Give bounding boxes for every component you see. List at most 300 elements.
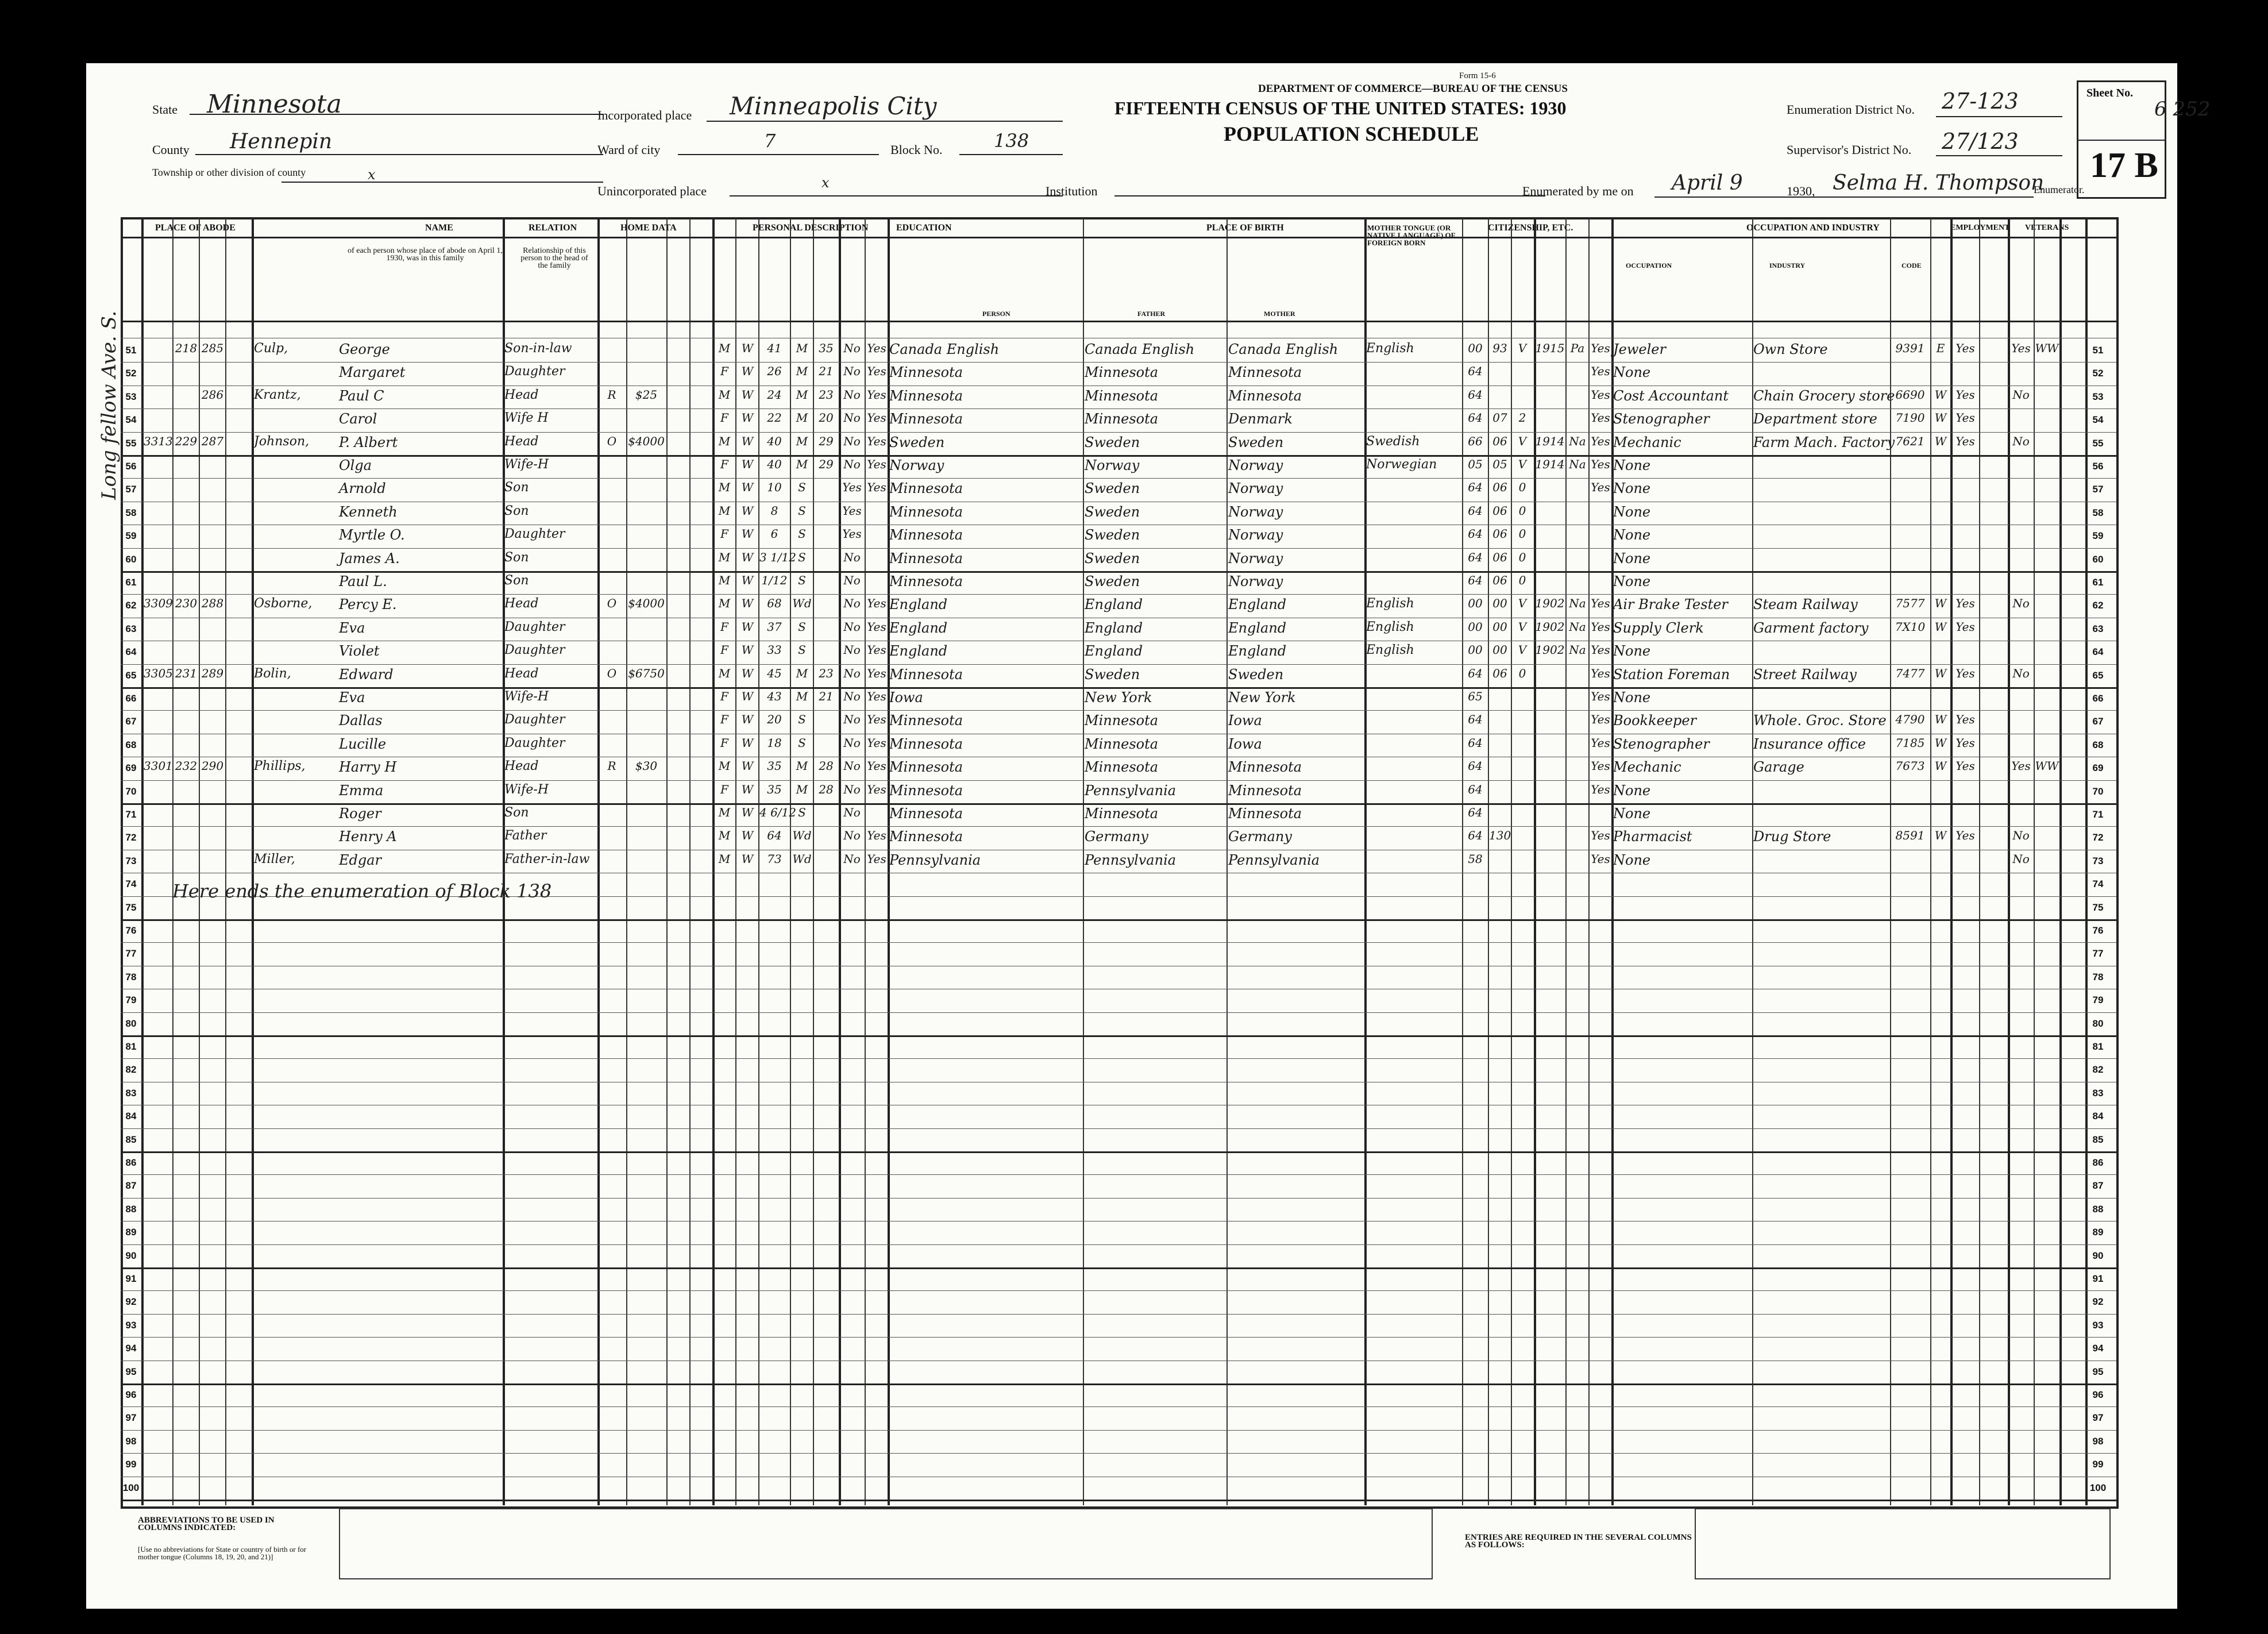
cell-birth: Canada English xyxy=(889,341,1000,357)
cell-family: 287 xyxy=(201,434,224,448)
cell-tongue: Swedish xyxy=(1366,434,1420,449)
row-number: 73 xyxy=(125,855,137,866)
cell-english: Yes xyxy=(1591,341,1610,355)
cell-occ-code: 4790 xyxy=(1895,712,1925,727)
row-number: 79 xyxy=(125,995,137,1006)
row-number: 60 xyxy=(2092,553,2104,565)
row-number: 71 xyxy=(2092,809,2104,820)
cell-code-b: 130 xyxy=(1489,828,1511,843)
cell-age: 26 xyxy=(767,364,782,379)
cell-code-c: 0 xyxy=(1518,527,1526,541)
cell-mother: Iowa xyxy=(1228,735,1262,752)
cell-birth: Iowa xyxy=(889,689,923,706)
cell-code-a: 64 xyxy=(1468,735,1483,750)
cell-mother: Denmark xyxy=(1228,411,1293,427)
cell-occupation: None xyxy=(1613,480,1651,497)
cell-code-a: 64 xyxy=(1468,480,1483,495)
cell-sex: M xyxy=(718,434,731,448)
cell-school: No xyxy=(843,782,861,796)
cell-relation: Head xyxy=(504,387,539,402)
cell-read: Yes xyxy=(867,759,886,773)
cell-vet: No xyxy=(2012,666,2030,680)
cell-english: Yes xyxy=(1591,666,1610,680)
cell-industry: Chain Grocery store xyxy=(1753,387,1895,404)
cell-tongue: English xyxy=(1366,596,1414,611)
cell-school: No xyxy=(843,341,861,355)
cell-surname: Johnson, xyxy=(254,434,310,449)
county-value: Hennepin xyxy=(230,130,333,153)
cell-birth: Minnesota xyxy=(889,364,963,381)
group-citizenship: CITIZENSHIP, ETC. xyxy=(1488,223,1573,233)
row-number: 56 xyxy=(125,461,137,472)
cell-race: W xyxy=(741,828,754,843)
group-relation: RELATION xyxy=(529,223,577,233)
cell-race: W xyxy=(741,689,754,703)
cell-relation: Son xyxy=(504,806,529,820)
unincorporated-label: Unincorporated place xyxy=(597,184,707,198)
cell-code-a: 64 xyxy=(1468,527,1483,541)
cell-marital: M xyxy=(796,759,808,773)
cell-code-b: 00 xyxy=(1492,643,1507,657)
census-sheet xyxy=(86,63,2211,1609)
cell-sex: M xyxy=(718,596,731,611)
row-number: 59 xyxy=(125,530,137,542)
row-number: 75 xyxy=(125,901,137,913)
row-number: 84 xyxy=(2092,1111,2104,1122)
row-number: 99 xyxy=(2092,1459,2104,1470)
cell-value: $30 xyxy=(635,759,658,773)
cell-code-c: 0 xyxy=(1518,550,1526,564)
end-note: Here ends the enumeration of Block 138 xyxy=(172,880,552,902)
cell-father: Sweden xyxy=(1085,434,1140,450)
cell-code-b: 06 xyxy=(1492,434,1507,448)
cell-class: W xyxy=(1934,434,1947,448)
row-number: 86 xyxy=(2092,1157,2104,1168)
cell-school: No xyxy=(843,411,861,425)
row-number: 51 xyxy=(2092,345,2104,356)
incorporated-label: Incorporated place xyxy=(597,108,692,122)
cell-dwelling: 229 xyxy=(175,434,198,448)
cell-birth: England xyxy=(889,619,948,636)
cell-given: Percy E. xyxy=(339,596,397,613)
cell-class: W xyxy=(1934,759,1947,773)
cell-code-a: 64 xyxy=(1468,759,1483,773)
cell-code-a: 00 xyxy=(1468,596,1483,611)
row-number: 52 xyxy=(125,368,137,379)
cell-code-b: 05 xyxy=(1492,457,1507,471)
cell-race: W xyxy=(741,666,754,680)
cell-nat: Na xyxy=(1569,457,1586,471)
cell-first-marriage: 20 xyxy=(819,411,834,425)
cell-occ-code: 7X10 xyxy=(1895,619,1926,634)
cell-occ-code: 7190 xyxy=(1895,411,1925,425)
unincorporated-value: x xyxy=(821,175,830,191)
row-number: 60 xyxy=(125,553,137,565)
cell-father: Minnesota xyxy=(1085,387,1159,404)
enumerator-name: Selma H. Thompson xyxy=(1833,171,2045,195)
cell-surname: Phillips, xyxy=(254,759,306,774)
row-number: 99 xyxy=(125,1459,137,1470)
cell-sex: F xyxy=(720,457,728,471)
cell-race: W xyxy=(741,457,754,471)
cell-relation: Head xyxy=(504,596,539,611)
abbrev-legend-box xyxy=(339,1508,1433,1579)
row-number: 80 xyxy=(2092,1018,2104,1029)
cell-father: England xyxy=(1085,619,1143,636)
row-number: 97 xyxy=(2092,1412,2104,1424)
row-number: 97 xyxy=(125,1412,137,1424)
county-label: County xyxy=(152,142,190,157)
cell-code-a: 64 xyxy=(1468,411,1483,425)
cell-age: 33 xyxy=(767,643,782,657)
cell-given: Dallas xyxy=(339,712,383,729)
cell-code-b: 06 xyxy=(1492,503,1507,518)
birth-person-header: PERSON xyxy=(982,310,1010,318)
cell-birth: Minnesota xyxy=(889,806,963,822)
cell-first-marriage: 23 xyxy=(819,666,834,680)
cell-sex: F xyxy=(720,619,728,634)
cell-vet: Yes xyxy=(2011,341,2031,355)
row-number: 53 xyxy=(125,391,137,402)
cell-vet: No xyxy=(2012,434,2030,448)
cell-code-b: 93 xyxy=(1492,341,1507,355)
cell-father: Sweden xyxy=(1085,503,1140,520)
cell-industry: Drug Store xyxy=(1753,828,1831,845)
cell-given: Violet xyxy=(339,643,380,660)
cell-class: W xyxy=(1934,387,1947,402)
cell-class: E xyxy=(1936,341,1945,355)
cell-birth: Norway xyxy=(889,457,944,473)
cell-read: Yes xyxy=(867,643,886,657)
cell-school: No xyxy=(843,387,861,402)
cell-relation: Daughter xyxy=(504,735,565,750)
cell-sex: F xyxy=(720,643,728,657)
cell-first-marriage: 29 xyxy=(819,457,834,471)
cell-mother: England xyxy=(1228,619,1287,636)
cell-vet: No xyxy=(2012,596,2030,611)
form-number: Form 15-6 xyxy=(1459,71,1496,80)
cell-english: Yes xyxy=(1591,364,1610,379)
abbrev-note: [Use no abbreviations for State or country of birth or for mother tongue (Columns 18, 19, 20, and 21)] xyxy=(138,1545,307,1561)
cell-code-a: 64 xyxy=(1468,503,1483,518)
cell-code-c: 0 xyxy=(1518,666,1526,680)
cell-occupation: Bookkeeper xyxy=(1613,712,1697,729)
entries-title: ENTRIES ARE REQUIRED IN THE SEVERAL COLUMNS AS FOLLOWS: xyxy=(1465,1533,1692,1550)
cell-race: W xyxy=(741,735,754,750)
row-number: 52 xyxy=(2092,368,2104,379)
row-number: 64 xyxy=(125,646,137,658)
cell-race: W xyxy=(741,364,754,379)
cell-code-a: 64 xyxy=(1468,364,1483,379)
cell-work: Yes xyxy=(1955,666,1975,680)
cell-code-a: 00 xyxy=(1468,341,1483,355)
entries-legend-box xyxy=(1695,1508,2111,1579)
cell-father: Minnesota xyxy=(1085,411,1159,427)
enumerated-date: April 9 xyxy=(1672,171,1743,195)
cell-birth: Minnesota xyxy=(889,503,963,520)
cell-given: Eva xyxy=(339,689,365,706)
cell-code-a: 00 xyxy=(1468,643,1483,657)
cell-birth: Minnesota xyxy=(889,782,963,799)
cell-school: No xyxy=(843,596,861,611)
row-number: 89 xyxy=(2092,1227,2104,1238)
cell-school: No xyxy=(843,735,861,750)
row-number: 98 xyxy=(2092,1435,2104,1447)
cell-family: 288 xyxy=(201,596,224,611)
row-number: 68 xyxy=(2092,739,2104,750)
cell-sex: M xyxy=(718,806,731,819)
row-number: 79 xyxy=(2092,995,2104,1006)
row-number: 82 xyxy=(125,1064,137,1076)
cell-marital: S xyxy=(798,806,806,819)
cell-birth: Minnesota xyxy=(889,573,963,589)
cell-first-marriage: 23 xyxy=(819,387,834,402)
cell-marital: M xyxy=(796,341,808,355)
cell-code-b: 06 xyxy=(1492,666,1507,680)
cell-race: W xyxy=(741,712,754,727)
row-number: 72 xyxy=(125,832,137,843)
cell-english: Yes xyxy=(1591,480,1610,495)
cell-sex: F xyxy=(720,411,728,425)
cell-english: Yes xyxy=(1591,619,1610,634)
cell-code-c: V xyxy=(1518,434,1527,448)
cell-read: Yes xyxy=(867,782,886,796)
enum-district-value: 27-123 xyxy=(1942,88,2019,114)
cell-race: W xyxy=(741,759,754,773)
cell-father: England xyxy=(1085,596,1143,613)
row-number: 94 xyxy=(125,1343,137,1354)
cell-relation: Wife H xyxy=(504,411,549,426)
cell-code-a: 64 xyxy=(1468,573,1483,587)
cell-school: Yes xyxy=(842,527,862,541)
cell-father: Sweden xyxy=(1085,527,1140,544)
row-number: 90 xyxy=(2092,1250,2104,1261)
cell-age: 40 xyxy=(767,434,782,448)
cell-birth: England xyxy=(889,596,948,613)
cell-birth: Pennsylvania xyxy=(889,851,981,868)
cell-relation: Daughter xyxy=(504,527,565,542)
row-number: 89 xyxy=(125,1227,137,1238)
cell-dwelling: 230 xyxy=(175,596,198,611)
cell-english: Yes xyxy=(1591,411,1610,425)
cell-sex: M xyxy=(718,573,731,587)
cell-mother: Minnesota xyxy=(1228,759,1302,776)
cell-occupation: None xyxy=(1613,457,1651,473)
cell-code-a: 64 xyxy=(1468,712,1483,727)
cell-sex: F xyxy=(720,735,728,750)
cell-english: Yes xyxy=(1591,689,1610,703)
row-number: 54 xyxy=(2092,414,2104,426)
row-number: 100 xyxy=(122,1482,140,1493)
cell-mother: England xyxy=(1228,643,1287,660)
row-number: 57 xyxy=(2092,484,2104,495)
cell-occ-code: 7477 xyxy=(1895,666,1925,680)
cell-race: W xyxy=(741,782,754,796)
cell-vet: No xyxy=(2012,387,2030,402)
cell-english: Yes xyxy=(1591,387,1610,402)
cell-code-b: 06 xyxy=(1492,550,1507,564)
row-number: 92 xyxy=(125,1296,137,1308)
cell-immig: 1902 xyxy=(1535,619,1565,634)
cell-age: 8 xyxy=(770,503,778,518)
cell-code-a: 64 xyxy=(1468,387,1483,402)
row-number: 58 xyxy=(125,507,137,518)
cell-race: W xyxy=(741,480,754,495)
cell-class: W xyxy=(1934,666,1947,680)
cell-read: Yes xyxy=(867,457,886,471)
cell-read: Yes xyxy=(867,434,886,448)
cell-english: Yes xyxy=(1591,735,1610,750)
cell-english: Yes xyxy=(1591,759,1610,773)
row-number: 66 xyxy=(2092,693,2104,704)
cell-read: Yes xyxy=(867,666,886,680)
row-number: 76 xyxy=(2092,925,2104,936)
row-number: 74 xyxy=(125,878,137,890)
cell-mother: Norway xyxy=(1228,480,1283,497)
cell-race: W xyxy=(741,851,754,866)
punch-hole xyxy=(2183,1339,2205,1361)
form-title: FIFTEENTH CENSUS OF THE UNITED STATES: 1930 xyxy=(1114,98,1567,118)
cell-street: 3301 xyxy=(144,759,173,773)
cell-code-a: 64 xyxy=(1468,782,1483,796)
row-number: 64 xyxy=(2092,646,2104,658)
cell-father: Minnesota xyxy=(1085,806,1159,822)
cell-given: Olga xyxy=(339,457,372,473)
cell-code-c: V xyxy=(1518,619,1527,634)
cell-mother: Sweden xyxy=(1228,666,1284,683)
cell-birth: Minnesota xyxy=(889,735,963,752)
row-number: 77 xyxy=(2092,948,2104,959)
cell-relation: Son xyxy=(504,550,529,565)
cell-english: Yes xyxy=(1591,828,1610,843)
institution-label: Institution xyxy=(1046,184,1098,198)
cell-birth: Minnesota xyxy=(889,828,963,845)
cell-age: 3 1/12 xyxy=(759,550,796,564)
cell-sex: F xyxy=(720,712,728,727)
cell-read: Yes xyxy=(867,712,886,727)
cell-work: Yes xyxy=(1955,828,1975,843)
township-value: x xyxy=(368,167,376,183)
cell-nat: Na xyxy=(1569,596,1586,611)
cell-code-b: 06 xyxy=(1492,480,1507,495)
cell-race: W xyxy=(741,643,754,657)
cell-mother: Norway xyxy=(1228,457,1283,473)
cell-war: WW xyxy=(2035,341,2059,355)
row-number: 53 xyxy=(2092,391,2104,402)
cell-mother: Norway xyxy=(1228,573,1283,589)
cell-occupation: None xyxy=(1613,782,1651,799)
cell-father: Minnesota xyxy=(1085,759,1159,776)
punch-hole xyxy=(2183,678,2205,700)
cell-marital: S xyxy=(798,735,806,750)
row-number: 62 xyxy=(125,600,137,611)
cell-occ-code: 7673 xyxy=(1895,759,1925,773)
row-number: 70 xyxy=(2092,785,2104,797)
row-number: 85 xyxy=(2092,1134,2104,1145)
cell-occupation: Stenographer xyxy=(1613,735,1710,752)
cell-mother: Sweden xyxy=(1228,434,1284,450)
cell-surname: Culp, xyxy=(254,341,288,356)
cell-family: 290 xyxy=(201,759,224,773)
row-number: 82 xyxy=(2092,1064,2104,1076)
cell-english: Yes xyxy=(1591,457,1610,471)
cell-given: P. Albert xyxy=(339,434,398,450)
cell-marital: M xyxy=(796,689,808,703)
cell-code-a: 64 xyxy=(1468,550,1483,564)
cell-occupation: None xyxy=(1613,550,1651,566)
row-number: 95 xyxy=(125,1366,137,1377)
cell-race: W xyxy=(741,503,754,518)
cell-occupation: None xyxy=(1613,503,1651,520)
cell-relation: Head xyxy=(504,666,539,681)
cell-industry: Whole. Groc. Store xyxy=(1753,712,1887,729)
row-number: 93 xyxy=(2092,1319,2104,1331)
side-note: Long fellow Ave. S. xyxy=(98,310,121,500)
cell-first-marriage: 28 xyxy=(819,782,834,796)
cell-code-a: 64 xyxy=(1468,806,1483,819)
cell-nat: Na xyxy=(1569,619,1586,634)
cell-age: 18 xyxy=(767,735,782,750)
cell-mother: Minnesota xyxy=(1228,782,1302,799)
cell-occ-code: 6690 xyxy=(1895,387,1925,402)
cell-read: Yes xyxy=(867,689,886,703)
relation-column-header: Relationship of this person to the head of the family xyxy=(520,246,588,270)
cell-work: Yes xyxy=(1955,434,1975,448)
cell-vet: Yes xyxy=(2011,759,2031,773)
row-number: 94 xyxy=(2092,1343,2104,1354)
cell-immig: 1914 xyxy=(1535,434,1565,448)
row-number: 78 xyxy=(125,971,137,982)
cell-school: No xyxy=(843,666,861,680)
state-label: State xyxy=(152,102,178,117)
cell-industry: Own Store xyxy=(1753,341,1828,357)
cell-code-a: 66 xyxy=(1468,434,1483,448)
cell-read: Yes xyxy=(867,364,886,379)
row-number: 63 xyxy=(125,623,137,634)
block-label: Block No. xyxy=(890,142,943,157)
cell-sex: M xyxy=(718,828,731,843)
row-number: 73 xyxy=(2092,855,2104,866)
cell-occupation: Jeweler xyxy=(1613,341,1666,357)
row-number: 67 xyxy=(2092,716,2104,727)
supervisor-value: 27/123 xyxy=(1942,129,2019,154)
cell-code-c: V xyxy=(1518,643,1527,657)
cell-birth: Minnesota xyxy=(889,712,963,729)
cell-tongue: English xyxy=(1366,643,1414,658)
cell-race: W xyxy=(741,341,754,355)
occupation-header: OCCUPATION xyxy=(1626,261,1672,269)
cell-marital: M xyxy=(796,387,808,402)
cell-nat: Pa xyxy=(1570,341,1585,355)
cell-occupation: Stenographer xyxy=(1613,411,1710,427)
cell-school: No xyxy=(843,828,861,843)
cell-code-a: 00 xyxy=(1468,619,1483,634)
industry-header: INDUSTRY xyxy=(1769,261,1806,269)
cell-age: 35 xyxy=(767,782,782,796)
cell-father: Minnesota xyxy=(1085,712,1159,729)
cell-class: W xyxy=(1934,411,1947,425)
row-number: 62 xyxy=(2092,600,2104,611)
enumerator-label: Enumerator. xyxy=(2034,184,2085,195)
cell-street: 3313 xyxy=(144,434,173,448)
cell-street: 3309 xyxy=(144,596,173,611)
cell-sex: M xyxy=(718,387,731,402)
group-veterans: VETERANS xyxy=(2025,223,2069,232)
cell-industry: Garment factory xyxy=(1753,619,1869,636)
cell-race: W xyxy=(741,387,754,402)
cell-school: Yes xyxy=(842,503,862,518)
cell-occ-code: 7621 xyxy=(1895,434,1925,448)
